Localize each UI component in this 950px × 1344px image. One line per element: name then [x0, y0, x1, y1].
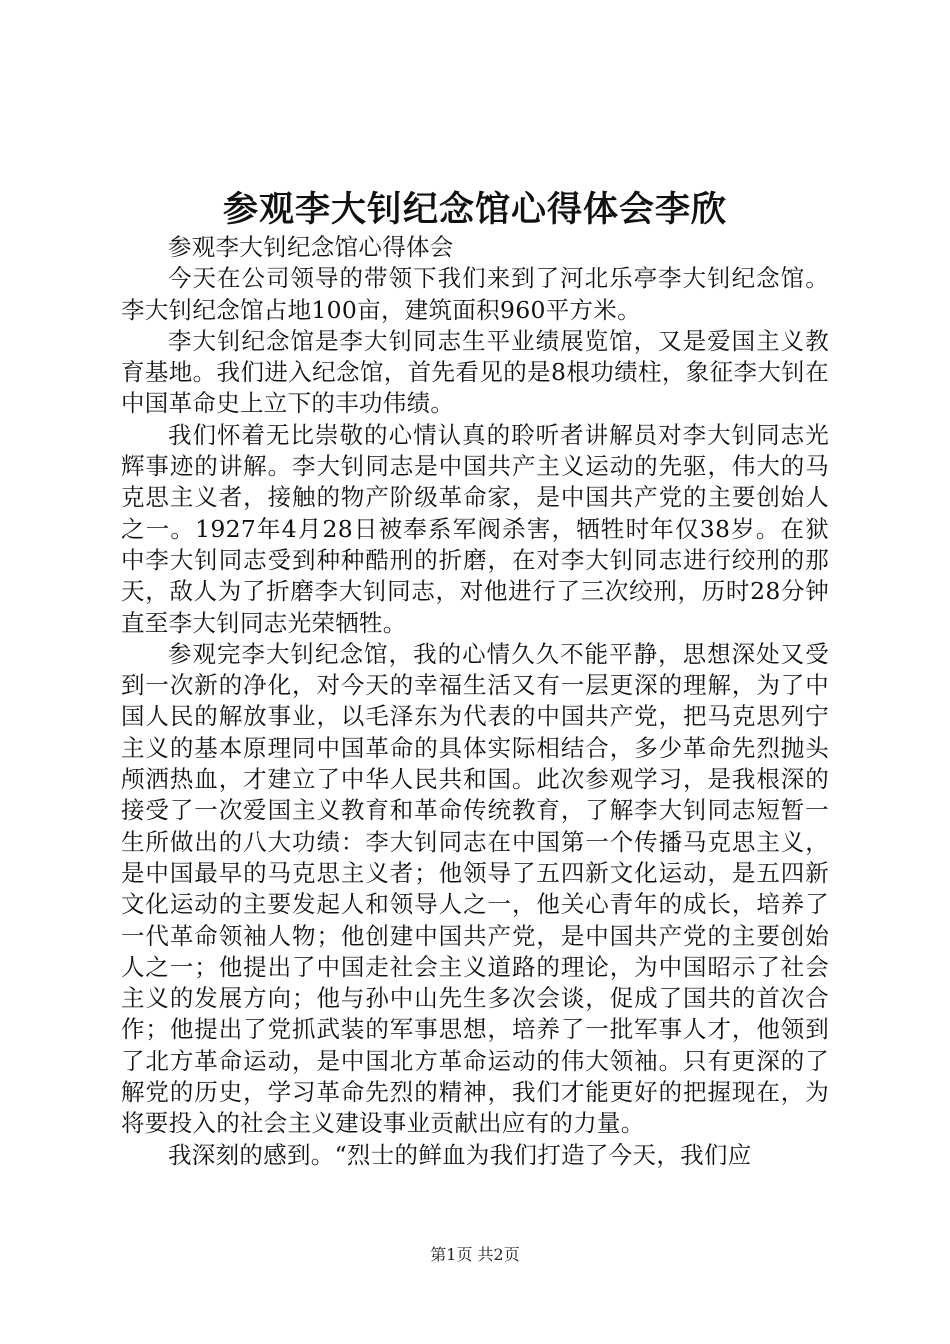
document-body [121, 232, 829, 1171]
document-title: 参观李大钊纪念馆心得体会李欣 [222, 189, 727, 230]
paragraph-memorial-description: 李大钊纪念馆是李大钊同志生平业绩展览馆，又是爱国主义教育基地。我们进入纪念馆，首先看见的是8根功绩柱，象征李大钊在中国革命史上立下的丰功伟绩。 [121, 326, 829, 418]
paragraph-subtitle: 参观李大钊纪念馆心得体会 [168, 233, 454, 261]
paragraph-visit-intro: 今天在公司领导的带领下我们来到了河北乐亭李大钊纪念馆。李大钊纪念馆占地100亩，建筑面积960平方米。 [121, 264, 829, 324]
paragraph-guide-explanation: 我们怀着无比崇敬的心情认真的聆听者讲解员对李大钊同志光辉事迹的讲解。李大钊同志是中国共产主义运动的先驱，伟大的马克思主义者，接触的物产阶级革命家，是中国共产党的主要创始人之一。1927年4月28日被奉系军阀杀害，牺牲时年仅38岁。在狱中李大钊同志受到种种酷刑的折磨，在对李大钊同志进行绞刑的那天，敌人为了折磨李大钊同志，对他进行了三次绞刑，历时28分钟直至李大钊同志光荣牺牲。 [121, 420, 829, 637]
page-number-footer: 第1页 共2页 [430, 1245, 520, 1264]
paragraph-conclusion: 我深刻的感到。“烈士的鲜血为我们打造了今天，我们应 [168, 1140, 752, 1169]
paragraph-reflection: 参观完李大钊纪念馆，我的心情久久不能平静，思想深处又受到一次新的净化，对今天的幸福生活又有一层更深的理解，为了中国人民的解放事业，以毛泽东为代表的中国共产党，把马克思列宁主义的基本原理同中国革命的具体实际相结合，多少革命先烈抛头颅洒热血，才建立了中华人民共和国。此次参观学习，是我根深的接受了一次爱国主义教育和革命传统教育，了解李大钊同志短暂一生所做出的八大功绩：李大钊同志在中国第一个传播马克思主义，是中国最早的马克思主义者；他领导了五四新文化运动，是五四新文化运动的主要发起人和领导人之一，他关心青年的成长，培养了一代革命领袖人物；他创建中国共产党，是中国共产党的主要创始人之一；他提出了中国走社会主义道路的理论，为中国昭示了社会主义的发展方向；他与孙中山先生多次会谈，促成了国共的首次合作；他提出了党抓武装的军事思想，培养了一批军事人才，他领到了北方革命运动，是中国北方革命运动的伟大领袖。只有更深的了解党的历史，学习革命先烈的精神，我们才能更好的把握现在，为将要投入的社会主义建设事业贡献出应有的力量。 [121, 639, 829, 1138]
